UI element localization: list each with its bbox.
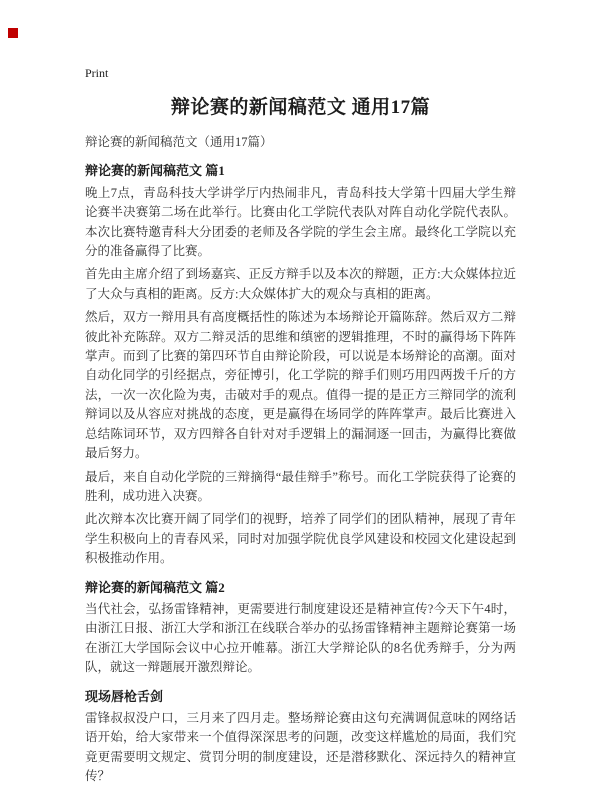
section-1-heading: 辩论赛的新闻稿范文 篇1 [85, 163, 225, 179]
section-1 [85, 161, 516, 568]
paragraph: 最后，来自自动化学院的三辩摘得“最佳辩手”称号。而化工学院获得了论赛的胜利，成功进入决赛。 [85, 469, 516, 503]
paragraph: 当代社会，弘扬雷锋精神，更需要进行制度建设还是精神宣传?今天下午4时，由浙江日报、浙江大学和浙江在线联合举办的弘扬雷锋精神主题辩论赛第一场在浙江大学国际会议中心拉开帷幕。浙江大学辩论队的8名优秀辩手，分为两队，就这一辩题展开激烈辩论。 [85, 601, 516, 675]
paragraph: 晚上7点，青岛科技大学讲学厅内热闹非凡，青岛科技大学第十四届大学生辩论赛半决赛第二场在此举行。比赛由化工学院代表队对阵自动化学院代表队。本次比赛特邀青科大分团委的老师及各学院的学生会主席。最终化工学院以充分的准备赢得了比赛。 [85, 185, 516, 259]
section-3 [85, 687, 516, 787]
document-content [85, 0, 516, 787]
subtitle: 辩论赛的新闻稿范文（通用17篇） [85, 135, 273, 149]
section-2 [85, 578, 516, 678]
paragraph: 雷锋叔叔没户口，三月来了四月走。整场辩论赛由这句充满调侃意味的网络话语开始，给大家带来一个值得深深思考的问题，改变这样尴尬的局面，我们究竟更需要明文规定、赏罚分明的制度建设，还是潜移默化、深远持久的精神宣传？ [85, 710, 516, 784]
red-marker [8, 28, 18, 38]
print-link[interactable]: Print [85, 66, 109, 80]
section-3-heading: 现场唇枪舌剑 [85, 688, 164, 704]
paragraph: 首先由主席介绍了到场嘉宾、正反方辩手以及本次的辩题，正方:大众媒体拉近了大众与真相的距离。反方:大众媒体扩大的观众与真相的距离。 [85, 267, 516, 301]
page-title: 辩论赛的新闻稿范文 通用17篇 [170, 97, 431, 118]
section-2-heading: 辩论赛的新闻稿范文 篇2 [85, 579, 225, 595]
paragraph: 此次辩本次比赛开阔了同学们的视野，培养了同学们的团队精神，展现了青年学生积极向上的青春风采，同时对加强学院优良学风建设和校园文化建设起到积极推动作用。 [85, 512, 516, 566]
paragraph: 然后，双方一辩用具有高度概括性的陈述为本场辩论开篇陈辞。然后双方二辩彼此补充陈辞。双方二辩灵活的思维和缜密的逻辑推理，不时的赢得场下阵阵掌声。而到了比赛的第四环节自由辩论阶段，可以说是本场辩论的高潮。面对自动化同学的引经据点，旁征博引，化工学院的辩手们则巧用四两拨千斤的方法，一次一次化险为夷，击破对手的观点。值得一提的是正方三辩同学的流利辩词以及从容应对挑战的态度，更是赢得在场同学的阵阵掌声。最后比赛进入总结陈词环节，双方四辩各自针对对手逻辑上的漏洞逐一回击，为赢得比赛做最后努力。 [85, 310, 516, 461]
